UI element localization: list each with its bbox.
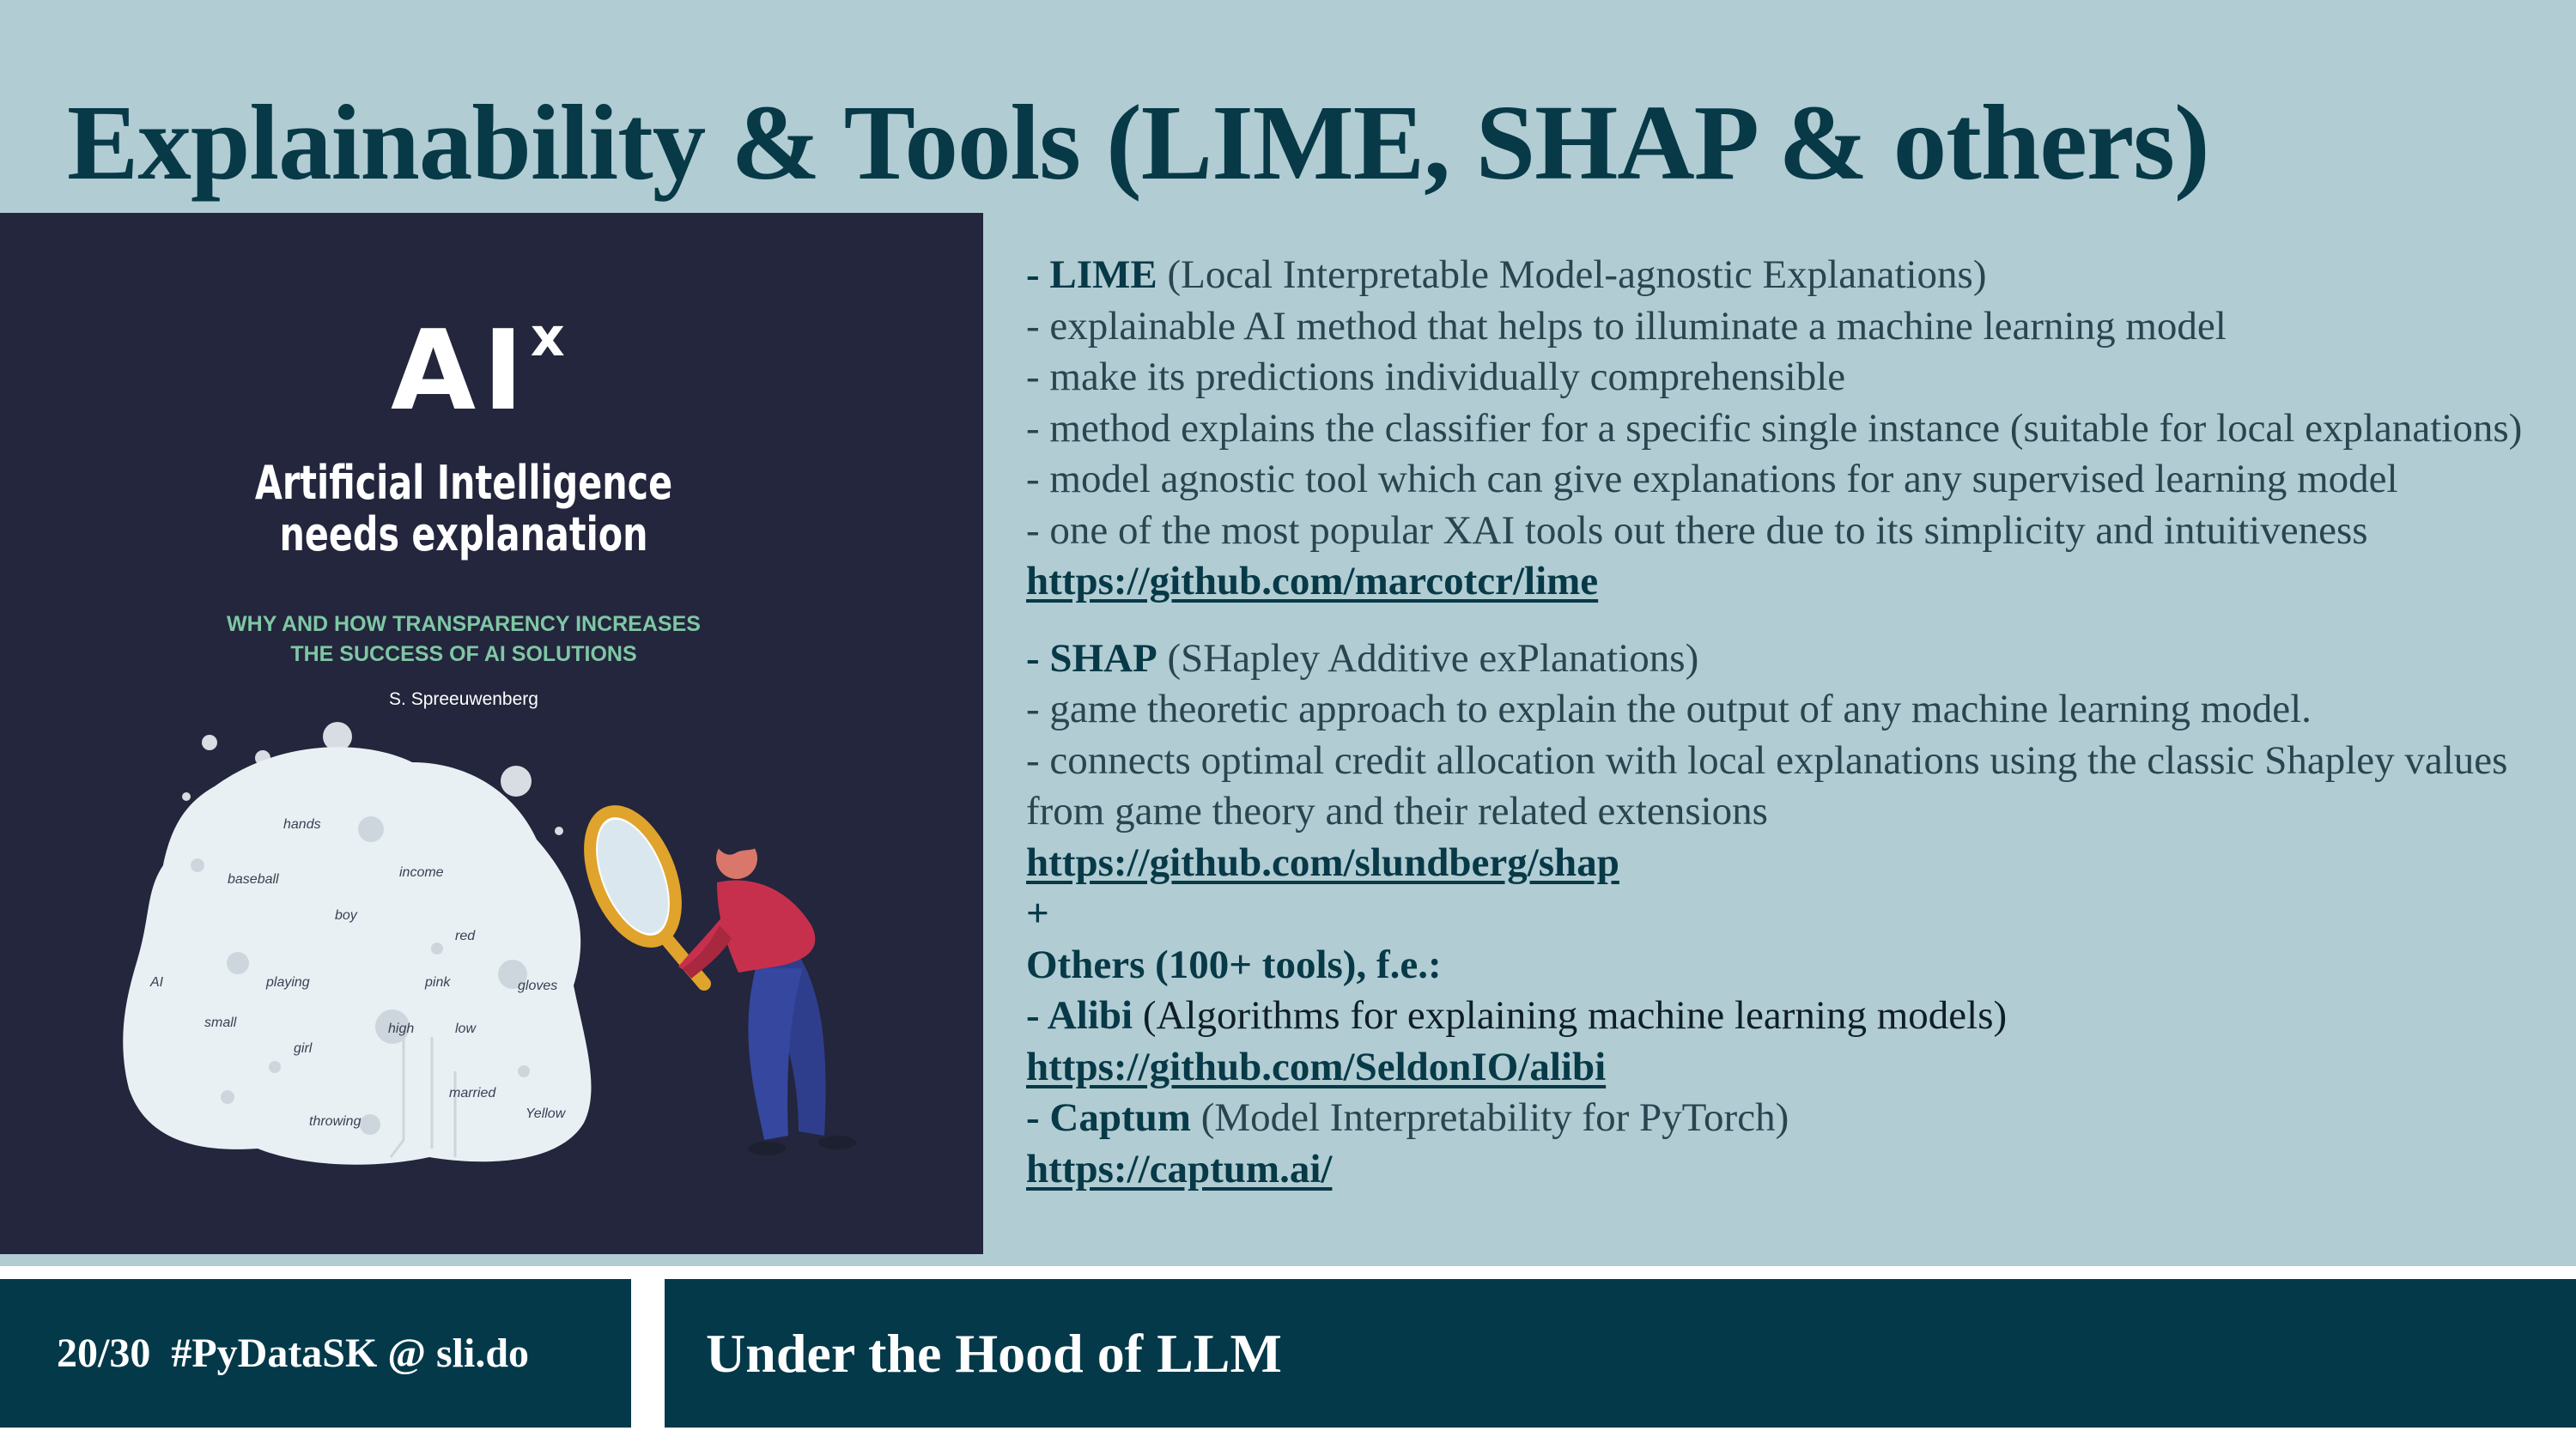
captum-link[interactable]: https://captum.ai/ [1026,1146,1333,1191]
cloud-word: income [399,865,444,880]
cloud-word: playing [266,975,310,990]
cloud-word: AI [150,975,164,990]
others-heading: Others (100+ tools), f.e.: [1026,942,1442,987]
cover-logo: $AI^x$ [391,306,572,435]
shap-bullet: - game theoretic approach to explain the output of any machine learning model. [1026,687,2312,731]
plus-sign: + [1026,891,1049,936]
cloud-word: high [388,1022,415,1036]
lime-link[interactable]: https://github.com/marcotcr/lime [1026,559,1599,603]
book-cover [0,213,983,1254]
alibi-expansion: (Algorithms for explaining machine learning models) [1133,993,2008,1038]
cover-illustration [0,213,983,1254]
shap-expansion: (SHapley Additive exPlanations) [1157,635,1699,681]
shap-bullet: - connects optimal credit allocation with local explanations using the classic Shapley values from game theory and their related extensions [1026,737,2508,834]
slide-number-text: 20/30 #PyDataSK @ sli.do [57,1331,530,1376]
lime-bullet: - explainable AI method that helps to illuminate a machine learning model [1026,303,2227,349]
cloud-word: girl [294,1041,313,1056]
talk-title-text: Under the Hood of LLM [706,1322,1282,1384]
captum-heading [1026,1093,2563,1144]
lime-heading [1026,250,2563,301]
cloud-word: throwing [309,1114,361,1129]
lime-bullet: - method explains the classifier for a specific single instance (suitable for local explanations) [1026,405,2523,451]
content-text [1026,250,2563,1195]
lime-expansion: (Local Interpretable Model-agnostic Explanations) [1157,252,1987,297]
lime-bullet: - model agnostic tool which can give explanations for any supervised learning model [1026,457,2398,501]
cover-subtitle: WHY AND HOW TRANSPARENCY INCREASES THE SUCCESS OF AI SOLUTIONS [227,612,701,666]
captum-expansion: (Model Interpretability for PyTorch) [1190,1095,1789,1140]
cover-author: S. Spreeuwenberg [389,689,538,709]
lime-bullet: - one of the most popular XAI tools out there due to its simplicity and intuitiveness [1026,507,2368,553]
word-cloud [123,747,591,1164]
cloud-word: red [455,929,476,943]
person-illustration [678,830,856,1155]
lime-bullet: - make its predictions individually comprehensible [1026,355,1846,399]
cloud-word: baseball [228,872,279,887]
shap-name: - SHAP [1026,635,1157,681]
cloud-word: hands [283,817,321,832]
cloud-word: boy [335,908,357,923]
alibi-link[interactable]: https://github.com/SeldonIO/alibi [1026,1044,1607,1089]
cloud-word: married [449,1086,496,1100]
shap-heading [1026,634,2563,685]
cloud-word: gloves [518,979,558,993]
alibi-heading [1026,991,2563,1042]
alibi-name: - Alibi [1026,993,1133,1038]
footer-talk-title [665,1279,2576,1428]
shap-link[interactable]: https://github.com/slundberg/shap [1026,840,1619,885]
cloud-word: Yellow [526,1106,566,1121]
cloud-word: small [204,1016,237,1030]
cover-title: Artificial Intelligence needs explanation [254,456,673,561]
slide-title: Explainability & Tools (LIME, SHAP & others) [67,84,2209,203]
cloud-word: pink [425,975,451,990]
cloud-word: low [455,1022,477,1036]
magnifier-icon [573,799,704,984]
captum-name: - Captum [1026,1095,1191,1140]
footer-slide-info [0,1279,631,1428]
lime-name: - LIME [1026,252,1157,297]
